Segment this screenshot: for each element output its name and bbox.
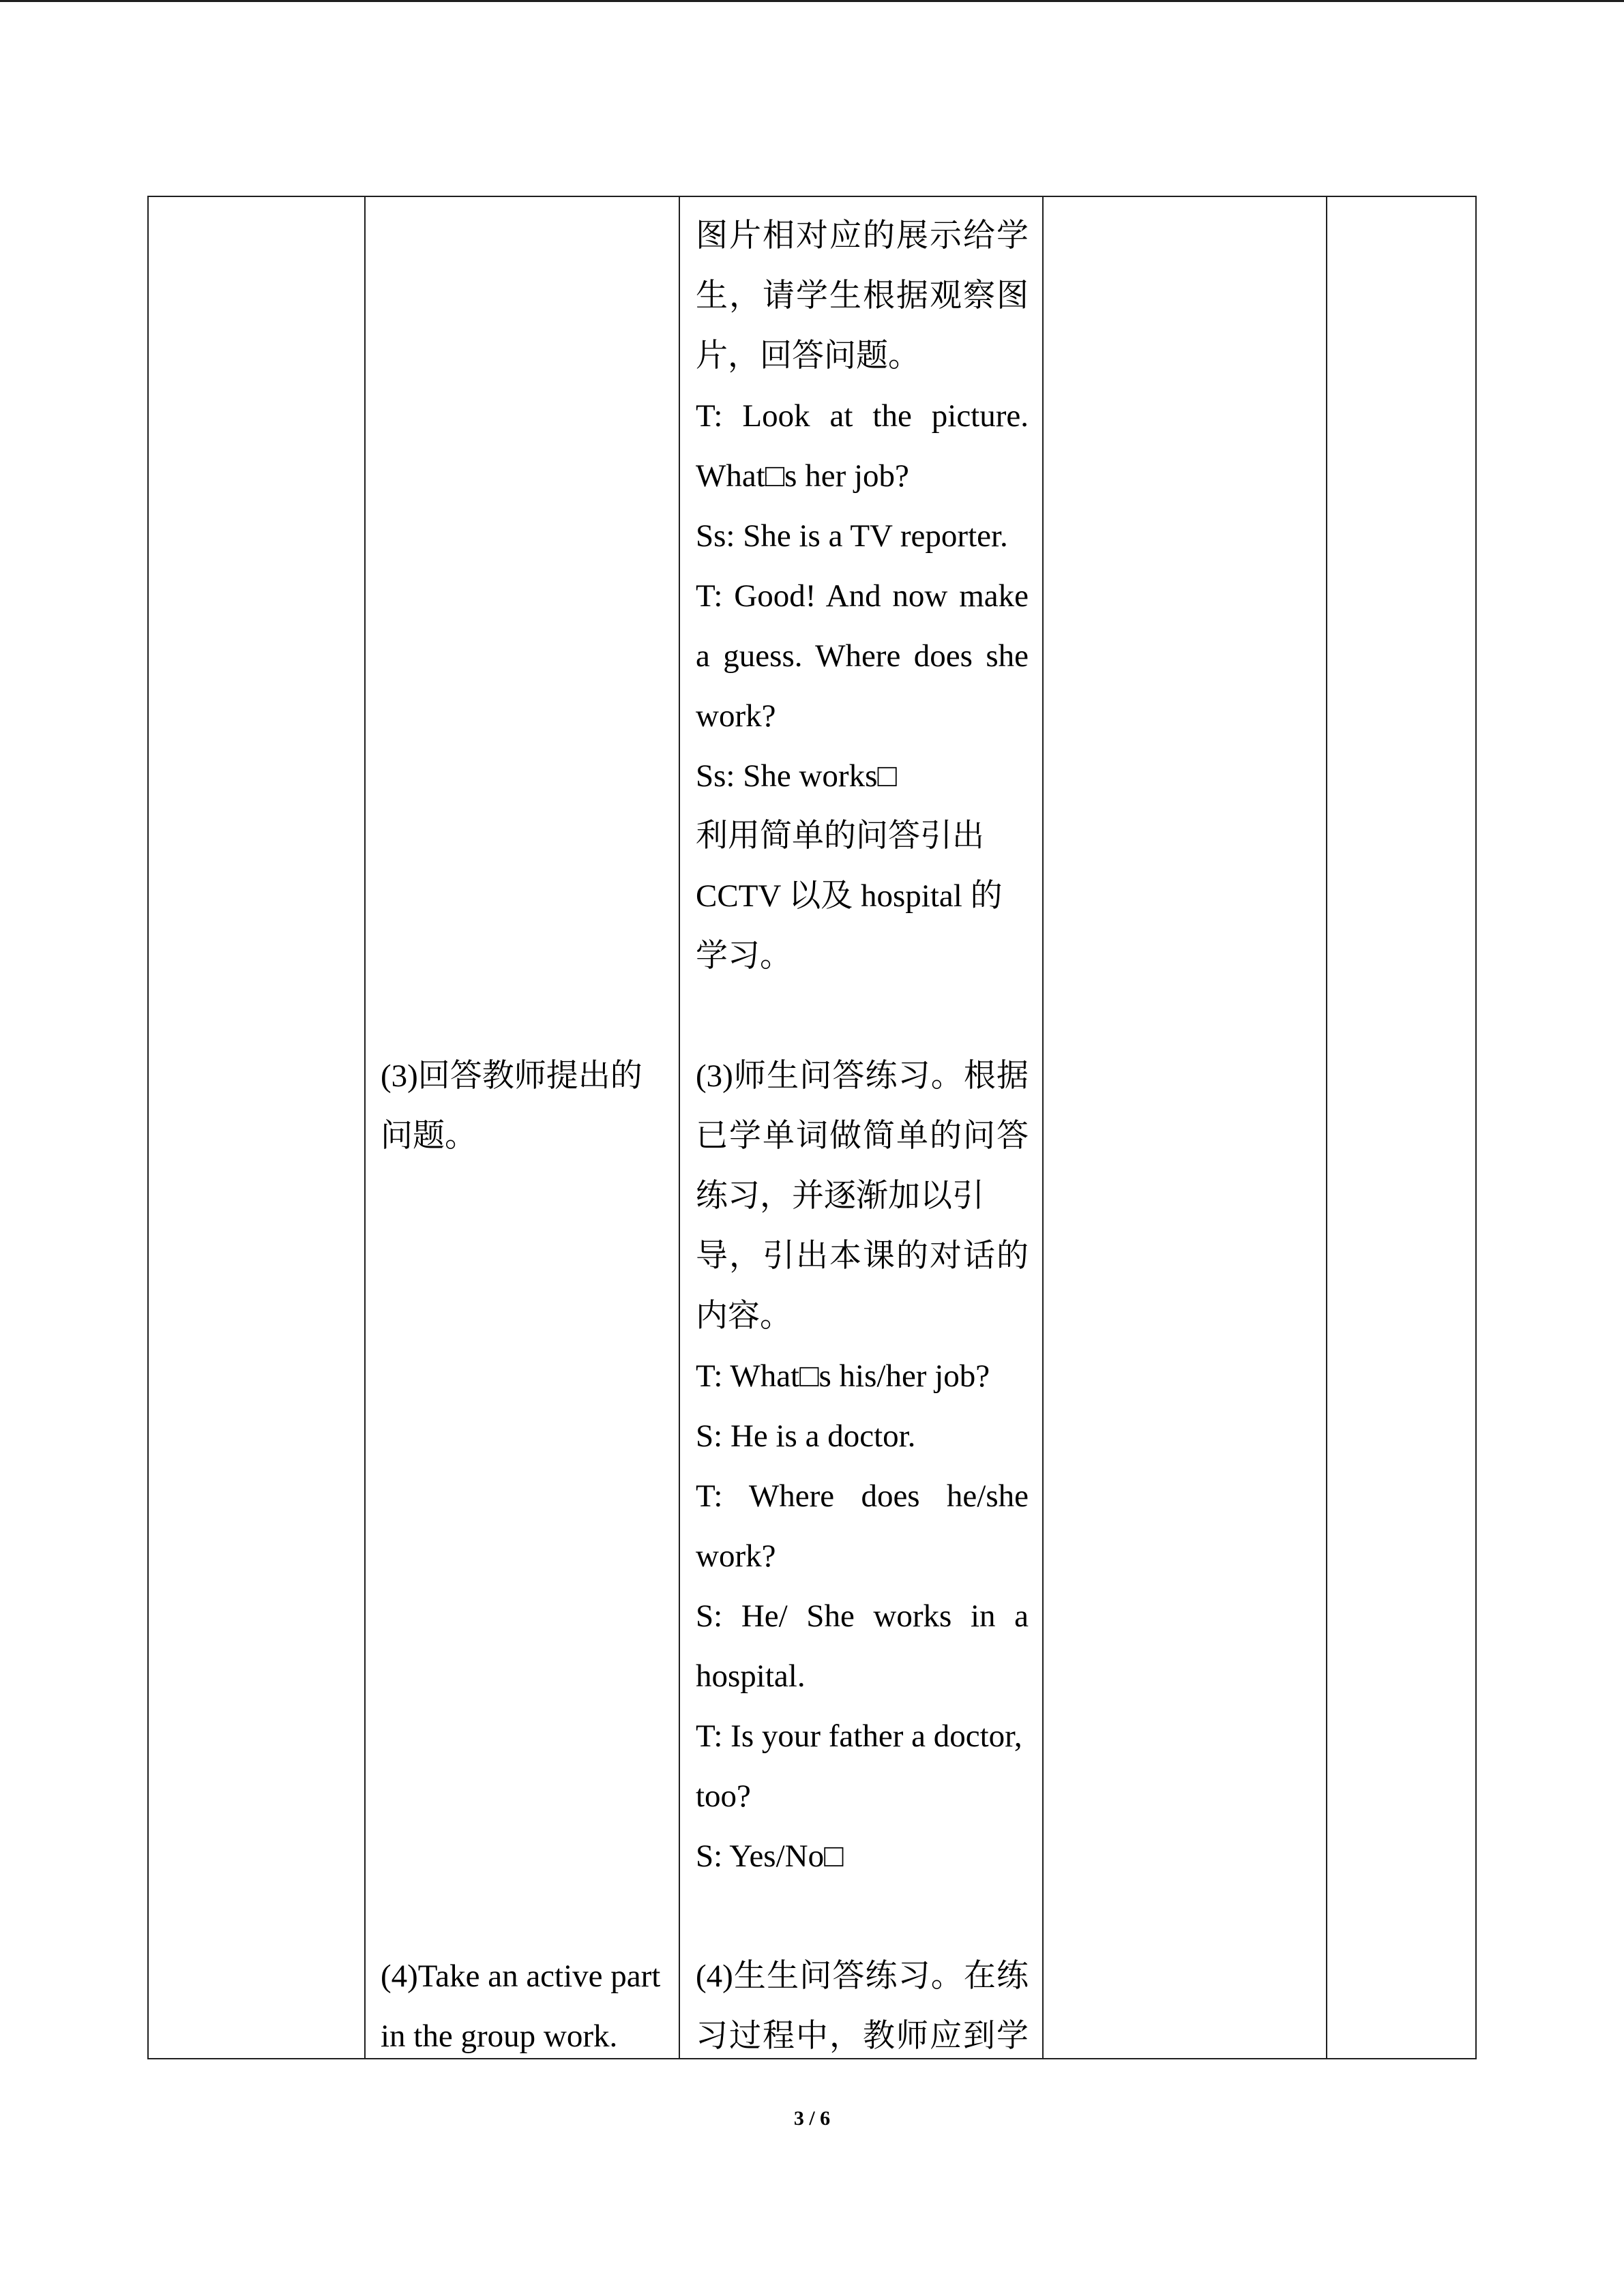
teacher-activity-line: S: Yes/No□ xyxy=(696,1838,844,1874)
table-column-divider xyxy=(679,196,680,2059)
table-column-divider xyxy=(364,196,366,2059)
teacher-activity-line: work? xyxy=(696,698,776,734)
student-activity-line: (3)回答教师提出的 xyxy=(381,1058,643,1094)
teacher-activity-line: What□s her job? xyxy=(696,458,909,494)
page-number: 3 / 6 xyxy=(793,2107,831,2130)
cell-spacer xyxy=(381,1166,670,1946)
student-activity-line: in the group work. xyxy=(381,2018,618,2054)
teacher-activity-line: a guess. Where does she xyxy=(696,638,1029,674)
teacher-activity-line: CCTV 以及 hospital 的 xyxy=(696,878,1003,914)
teacher-activity-line: T: Good! And now make xyxy=(696,578,1029,614)
teacher-activity-line: 练习，并逐渐加以引 xyxy=(696,1178,984,1214)
paragraph-gap xyxy=(696,986,1029,1046)
teacher-activity-line: too? xyxy=(696,1778,751,1814)
teacher-activity-line: 已学单词做简单的问答 xyxy=(696,1118,1029,1154)
teacher-activity-line: 片，回答问题。 xyxy=(696,338,920,374)
teacher-activity-line: hospital. xyxy=(696,1658,806,1694)
teacher-activity-line: 习过程中，教师应到学 xyxy=(696,2018,1029,2054)
cell-spacer xyxy=(381,206,670,1046)
paragraph-gap xyxy=(696,1886,1029,1946)
teacher-activity-line: 图片相对应的展示给学 xyxy=(696,218,1029,254)
page-top-rule xyxy=(0,0,1624,2)
teacher-activity-line: Ss: She works□ xyxy=(696,758,897,794)
teacher-activity-line: 学习。 xyxy=(696,938,792,974)
teacher-activity-line: S: He/ She works in a xyxy=(696,1598,1029,1634)
teacher-activity-line: 内容。 xyxy=(696,1298,792,1334)
teacher-activity-line: T: What□s his/her job? xyxy=(696,1358,990,1394)
teacher-activity-line: Ss: She is a TV reporter. xyxy=(696,518,1008,554)
teacher-activity-line: 利用简单的问答引出 xyxy=(696,818,984,854)
teacher-activity-cell xyxy=(696,206,1029,2066)
teacher-activity-line: S: He is a doctor. xyxy=(696,1418,916,1454)
teacher-activity-line: (3)师生问答练习。根据 xyxy=(696,1058,1029,1094)
table-column-divider xyxy=(1326,196,1327,2059)
teacher-activity-line: T: Look at the picture. xyxy=(696,398,1029,434)
teacher-activity-line: 导，引出本课的对话的 xyxy=(696,1238,1029,1274)
table-column-divider xyxy=(1042,196,1044,2059)
student-activity-cell xyxy=(381,206,670,2066)
teacher-activity-line: T: Is your father a doctor, xyxy=(696,1718,1022,1754)
teacher-activity-line: 生，请学生根据观察图 xyxy=(696,278,1029,314)
student-activity-line: 问题。 xyxy=(381,1118,477,1154)
teacher-activity-line: T: Where does he/she xyxy=(696,1478,1029,1514)
teacher-activity-line: work? xyxy=(696,1538,776,1574)
teacher-activity-line: (4)生生问答练习。在练 xyxy=(696,1958,1029,1994)
student-activity-line: (4)Take an active part xyxy=(381,1958,661,1994)
